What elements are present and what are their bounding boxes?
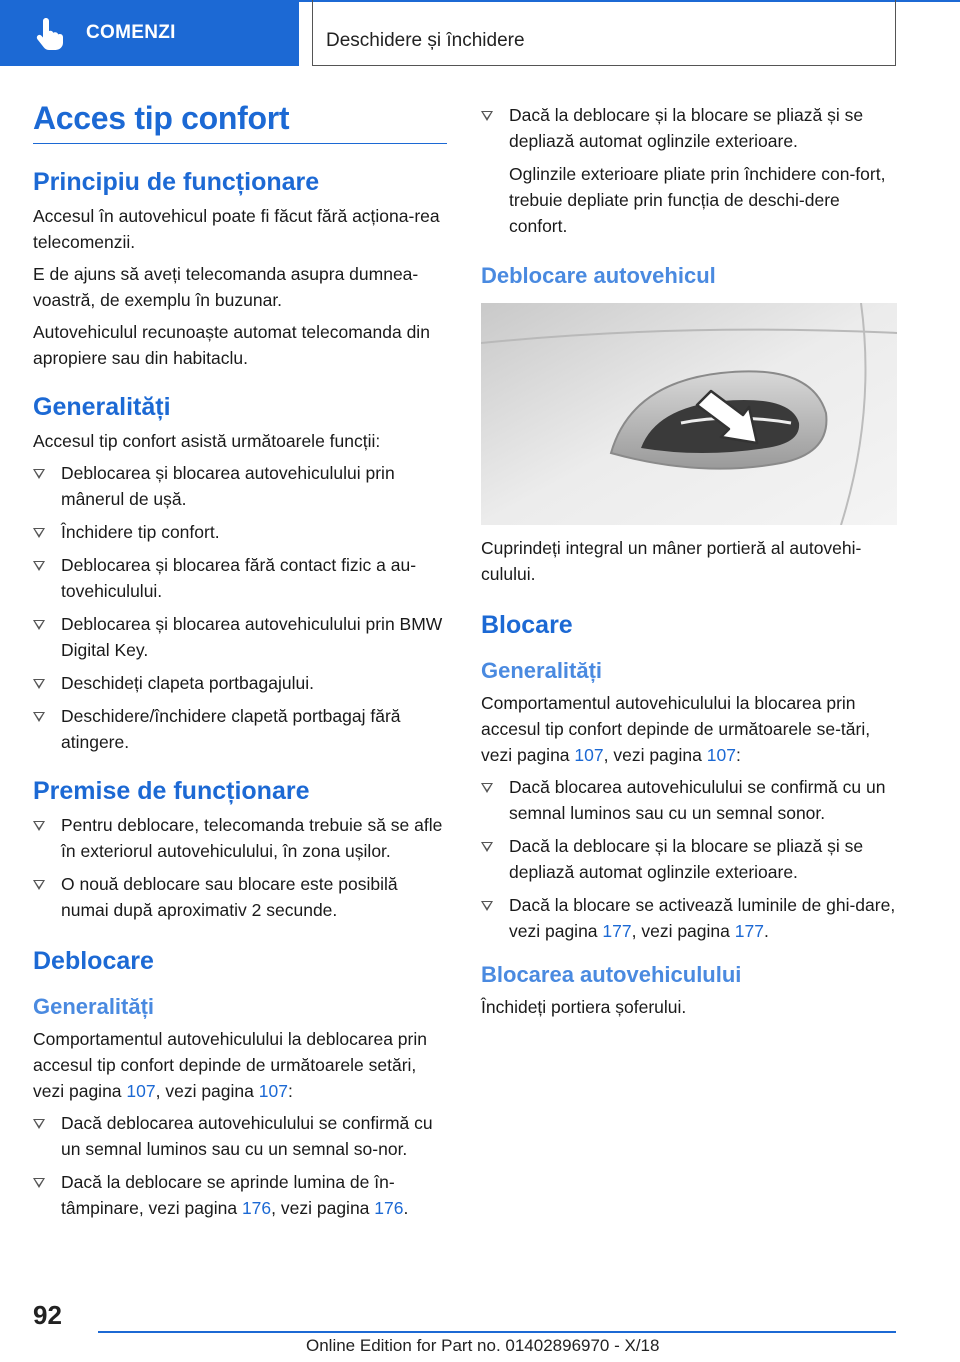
- unlock-settings-list: [33, 1110, 447, 1221]
- triangle-bullet-icon: [33, 528, 45, 538]
- paragraph: Comportamentul autovehiculului la deblocarea prin accesul tip confort depinde de următoarele setări, vezi pagina 107, vezi pagina 107:: [33, 1029, 427, 1101]
- page-link[interactable]: 107: [258, 1081, 288, 1101]
- triangle-bullet-icon: [481, 901, 493, 911]
- paragraph: Comportamentul autovehiculului la blocarea prin accesul tip confort depinde de următoarele se-tări, vezi pagina 107, vezi pagina 107:: [481, 693, 871, 765]
- heading-principle: Principiu de funcționare: [33, 168, 320, 196]
- left-column: [33, 100, 447, 1228]
- list-item: Dacă deblocarea autovehiculului se confirmă cu un semnal luminos sau cu un semnal so-nor.: [33, 1110, 447, 1162]
- page-link[interactable]: 107: [126, 1081, 156, 1101]
- paragraph: Accesul în autovehicul poate fi făcut fără acționa-rea telecomenzii.: [33, 206, 440, 252]
- page-link[interactable]: 107: [574, 745, 604, 765]
- heading-unlock: Deblocare: [33, 947, 154, 975]
- triangle-bullet-icon: [33, 712, 45, 722]
- chapter-tab[interactable]: [0, 0, 299, 66]
- list-item: Dacă blocarea autovehiculului se confirmă cu un semnal luminos sau cu un semnal sonor.: [481, 774, 897, 826]
- triangle-bullet-icon: [481, 783, 493, 793]
- heading-lock-vehicle: Blocarea autovehiculului: [481, 962, 742, 987]
- mirror-list: [481, 102, 897, 154]
- paragraph: E de ajuns să aveți telecomanda asupra dumnea-voastră, de exemplu în buzunar.: [33, 264, 419, 310]
- page-number: 92: [33, 1300, 62, 1330]
- list-item: Deblocarea și blocarea autovehiculului prin BMW Digital Key.: [33, 611, 447, 663]
- triangle-bullet-icon: [33, 880, 45, 890]
- door-handle-photo: [481, 303, 897, 525]
- list-item: O nouă deblocare sau blocare este posibilă numai după aproximativ 2 secunde.: [33, 871, 447, 923]
- lock-settings-list: [481, 774, 897, 944]
- triangle-bullet-icon: [33, 469, 45, 479]
- list-item: Deschideți clapeta portbagajului.: [33, 670, 447, 696]
- photo-caption: Cuprindeți integral un mâner portieră al autovehi-culului.: [481, 538, 862, 584]
- chapter-tab-label: COMENZI: [86, 22, 176, 43]
- triangle-bullet-icon: [33, 561, 45, 571]
- paragraph: Accesul tip confort asistă următoarele funcții:: [33, 431, 381, 451]
- page-link[interactable]: 176: [374, 1198, 404, 1218]
- list-item: Dacă la deblocare și la blocare se pliază și se depliază automat oglinzile exterioare.: [481, 102, 897, 154]
- list-item: Deblocarea și blocarea fără contact fizic a au-tovehiculului.: [33, 552, 447, 604]
- prerequisite-list: [33, 812, 447, 923]
- triangle-bullet-icon: [33, 821, 45, 831]
- triangle-bullet-icon: [481, 842, 493, 852]
- triangle-bullet-icon: [481, 111, 493, 121]
- list-item: Dacă la deblocare și la blocare se pliază și se depliază automat oglinzile exterioare.: [481, 833, 897, 885]
- list-item: Deblocarea și blocarea autovehiculului prin mânerul de ușă.: [33, 460, 447, 512]
- list-note: Oglinzile exterioare pliate prin închidere con-fort, trebuie depliate prin funcția de deschi-dere confort.: [509, 164, 886, 236]
- subheading-general: Generalități: [481, 658, 603, 683]
- heading-prerequisites: Premise de funcționare: [33, 777, 310, 805]
- hand-pointer-icon: [28, 11, 72, 55]
- subheading-general: Generalități: [33, 994, 155, 1019]
- paragraph: Autovehiculul recunoaște automat telecomanda din apropiere sau din habitaclu.: [33, 322, 430, 368]
- list-item: Pentru deblocare, telecomanda trebuie să se afle în exteriorul autovehiculului, în zona ușilor.: [33, 812, 447, 864]
- heading-general: Generalități: [33, 393, 171, 421]
- footer-edition: Online Edition for Part no. 01402896970 - X/18: [306, 1336, 660, 1355]
- paragraph: Închideți portiera șoferului.: [481, 997, 687, 1017]
- triangle-bullet-icon: [33, 679, 45, 689]
- triangle-bullet-icon: [33, 1119, 45, 1129]
- triangle-bullet-icon: [33, 620, 45, 630]
- right-column: [481, 102, 897, 1026]
- list-item: Închidere tip confort.: [33, 519, 447, 545]
- section-title: Deschidere și închidere: [326, 30, 525, 51]
- triangle-bullet-icon: [33, 1178, 45, 1188]
- page-title: Acces tip confort: [33, 100, 447, 144]
- list-item: Dacă la blocare se activează luminile de ghi-dare, vezi pagina 177, vezi pagina 177.: [481, 892, 897, 944]
- list-item: Deschidere/închidere clapetă portbagaj fără atingere.: [33, 703, 447, 755]
- heading-lock: Blocare: [481, 611, 573, 639]
- page-link[interactable]: 177: [734, 921, 764, 941]
- page-link[interactable]: 177: [602, 921, 632, 941]
- list-item: Dacă la deblocare se aprinde lumina de în-tâmpinare, vezi pagina 176, vezi pagina 176.: [33, 1169, 447, 1221]
- page-link[interactable]: 176: [241, 1198, 272, 1218]
- footer-rule: [98, 1331, 896, 1333]
- feature-list: [33, 460, 447, 755]
- heading-unlock-vehicle: Deblocare autovehicul: [481, 263, 716, 288]
- page-link[interactable]: 107: [706, 745, 736, 765]
